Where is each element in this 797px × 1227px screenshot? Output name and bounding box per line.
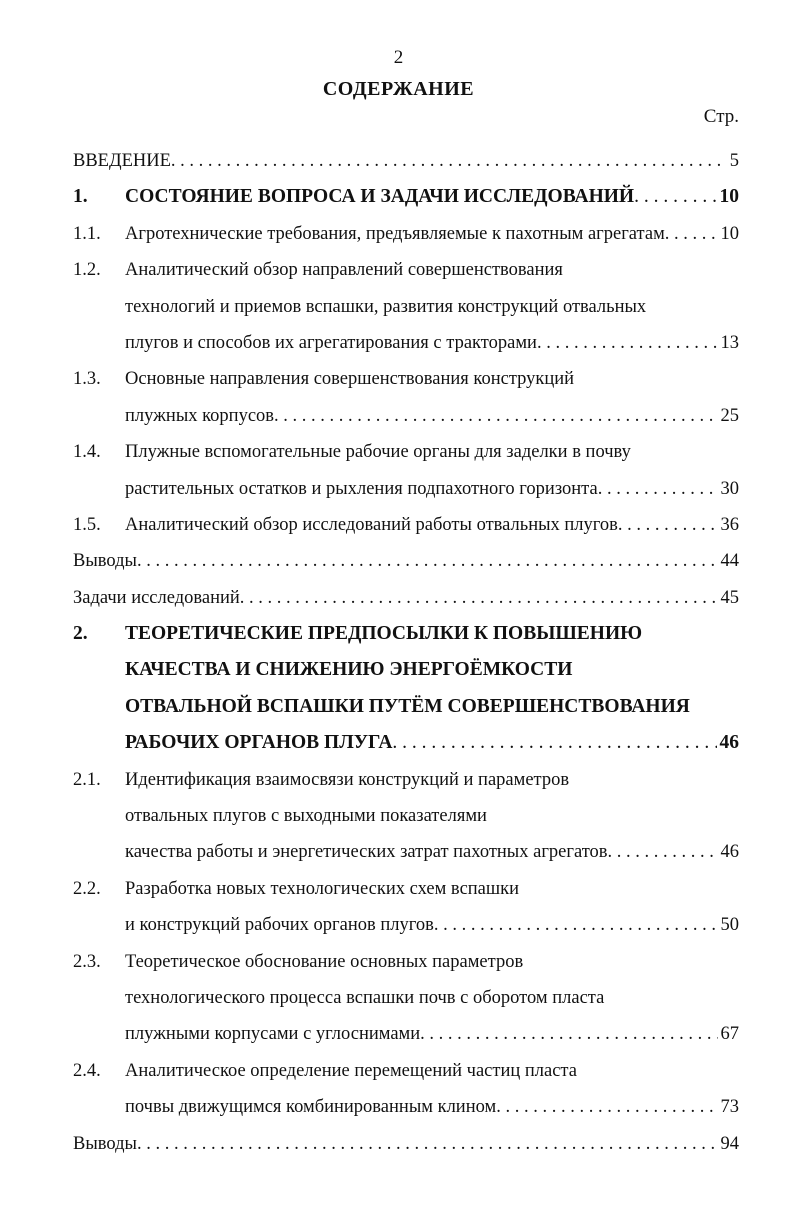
toc-page-number: 46 — [720, 842, 739, 863]
toc-entry-text: Агротехнические требования, предъявляемые к пахотным агрегатам — [125, 223, 665, 244]
toc-entry-line — [73, 143, 739, 179]
toc-entry-text: Выводы — [73, 1133, 137, 1154]
toc-entry-text: Аналитический обзор направлений совершенствования — [125, 260, 563, 281]
toc-page-number: 30 — [720, 478, 739, 499]
toc-entry-number: 2.4. — [73, 1060, 101, 1081]
toc-entry-line — [73, 361, 739, 397]
toc-entry-line — [73, 834, 739, 870]
toc-entry-text: отвальных плугов с выходными показателями — [125, 806, 487, 827]
toc-entry-text: КАЧЕСТВА И СНИЖЕНИЮ ЭНЕРГОЁМКОСТИ — [125, 659, 573, 681]
toc-entry-line — [73, 434, 739, 470]
toc-entry-text: технологий и приемов вспашки, развития конструкций отвальных — [125, 296, 647, 317]
toc-page-number: 67 — [720, 1024, 739, 1045]
toc-entry-number: 1.3. — [73, 369, 101, 390]
toc-leader-dots — [665, 216, 718, 252]
toc-entry-line — [73, 289, 739, 325]
toc-entry-line — [73, 980, 739, 1016]
toc-entry-text: растительных остатков и рыхления подпахотного горизонта — [125, 478, 598, 499]
toc-entry-text: Основные направления совершенствования конструкций — [125, 369, 575, 390]
table-of-contents — [73, 143, 739, 1162]
toc-entry-line — [73, 725, 739, 761]
toc-leader-dots — [634, 179, 716, 215]
toc-entry-line — [73, 689, 739, 725]
toc-entry-line — [73, 762, 739, 798]
toc-entry-text: почвы движущимся комбинированным клином — [125, 1097, 497, 1118]
toc-entry-line — [73, 1089, 739, 1125]
toc-entry-text: качества работы и энергетических затрат пахотных агрегатов — [125, 842, 608, 863]
toc-entry-number: 1.4. — [73, 442, 101, 463]
toc-page-number: 45 — [720, 587, 739, 608]
toc-leader-dots — [392, 725, 716, 761]
toc-entry-number: 1. — [73, 186, 88, 208]
toc-leader-dots — [137, 543, 718, 579]
toc-entry-number: 2.3. — [73, 951, 101, 972]
toc-entry-line — [73, 616, 739, 652]
toc-entry-line — [73, 398, 739, 434]
toc-entry-text: Теоретическое обоснование основных параметров — [125, 951, 524, 972]
toc-entry-line — [73, 1053, 739, 1089]
toc-entry-line — [73, 1016, 739, 1052]
toc-entry-line — [73, 543, 739, 579]
toc-page-number: 13 — [720, 332, 739, 353]
toc-leader-dots — [537, 325, 718, 361]
toc-page-number: 10 — [720, 223, 739, 244]
toc-entry-line — [73, 325, 739, 361]
toc-entry-text: РАБОЧИХ ОРГАНОВ ПЛУГА — [125, 732, 393, 754]
toc-leader-dots — [496, 1089, 717, 1125]
toc-entry-text: ТЕОРЕТИЧЕСКИЕ ПРЕДПОСЫЛКИ К ПОВЫШЕНИЮ — [125, 623, 643, 645]
toc-entry-line — [73, 216, 739, 252]
toc-page-number: 46 — [719, 732, 739, 754]
toc-page-number: 36 — [720, 514, 739, 535]
toc-entry-line — [73, 471, 739, 507]
toc-leader-dots — [240, 580, 718, 616]
toc-entry-line — [73, 179, 739, 215]
toc-page-number: 10 — [719, 186, 739, 208]
toc-page-number: 73 — [720, 1097, 739, 1118]
toc-entry-text: плугов и способов их агрегатирования с тракторами — [125, 332, 537, 353]
toc-page-number: 25 — [720, 405, 739, 426]
toc-entry-number: 2.1. — [73, 769, 101, 790]
toc-entry-number: 2. — [73, 623, 88, 645]
toc-page-number: 5 — [729, 151, 739, 171]
toc-entry-text: ОТВАЛЬНОЙ ВСПАШКИ ПУТЁМ СОВЕРШЕНСТВОВАНИЯ — [125, 695, 690, 717]
toc-leader-dots — [274, 398, 717, 434]
toc-entry-text: плужными корпусами с углоснимами — [125, 1024, 421, 1045]
toc-entry-text: и конструкций рабочих органов плугов — [125, 915, 434, 936]
toc-entry-line — [73, 798, 739, 834]
toc-page-number: 44 — [720, 551, 739, 572]
toc-leader-dots — [618, 507, 718, 543]
toc-leader-dots — [598, 471, 718, 507]
toc-leader-dots — [420, 1016, 717, 1052]
toc-entry-text: Аналитическое определение перемещений частиц пласта — [125, 1060, 577, 1081]
toc-entry-line — [73, 580, 739, 616]
toc-entry-line — [73, 871, 739, 907]
toc-entry-number: 2.2. — [73, 878, 101, 899]
toc-entry-text: плужных корпусов — [125, 405, 275, 426]
toc-entry-text: СОСТОЯНИЕ ВОПРОСА И ЗАДАЧИ ИССЛЕДОВАНИЙ — [125, 186, 635, 208]
toc-entry-text: Разработка новых технологических схем вспашки — [125, 878, 520, 899]
toc-entry-line — [73, 944, 739, 980]
toc-page-number: 50 — [720, 915, 739, 936]
toc-entry-text: Идентификация взаимосвязи конструкций и параметров — [125, 769, 570, 790]
toc-entry-text: ВВЕДЕНИЕ — [73, 151, 171, 171]
page-title: СОДЕРЖАНИЕ — [322, 78, 475, 100]
toc-entry-line — [73, 652, 739, 688]
toc-entry-line — [73, 252, 739, 288]
toc-page-number: 94 — [720, 1133, 739, 1154]
toc-entry-text: Плужные вспомогательные рабочие органы для заделки в почву — [125, 442, 631, 463]
toc-leader-dots — [171, 143, 727, 179]
toc-leader-dots — [608, 834, 718, 870]
toc-leader-dots — [434, 907, 718, 943]
toc-entry-number: 1.5. — [73, 514, 101, 535]
page-column-label: Стр. — [703, 106, 739, 127]
toc-leader-dots — [137, 1126, 718, 1162]
toc-entry-text: Выводы — [73, 551, 137, 572]
page-number: 2 — [393, 47, 404, 68]
toc-entry-number: 1.1. — [73, 223, 101, 244]
toc-entry-text: Аналитический обзор исследований работы отвальных плугов — [125, 514, 618, 535]
toc-entry-text: Задачи исследований — [73, 587, 240, 608]
toc-entry-text: технологического процесса вспашки почв с оборотом пласта — [125, 987, 605, 1008]
toc-entry-line — [73, 507, 739, 543]
toc-entry-line — [73, 907, 739, 943]
toc-entry-line — [73, 1126, 739, 1162]
toc-entry-number: 1.2. — [73, 260, 101, 281]
